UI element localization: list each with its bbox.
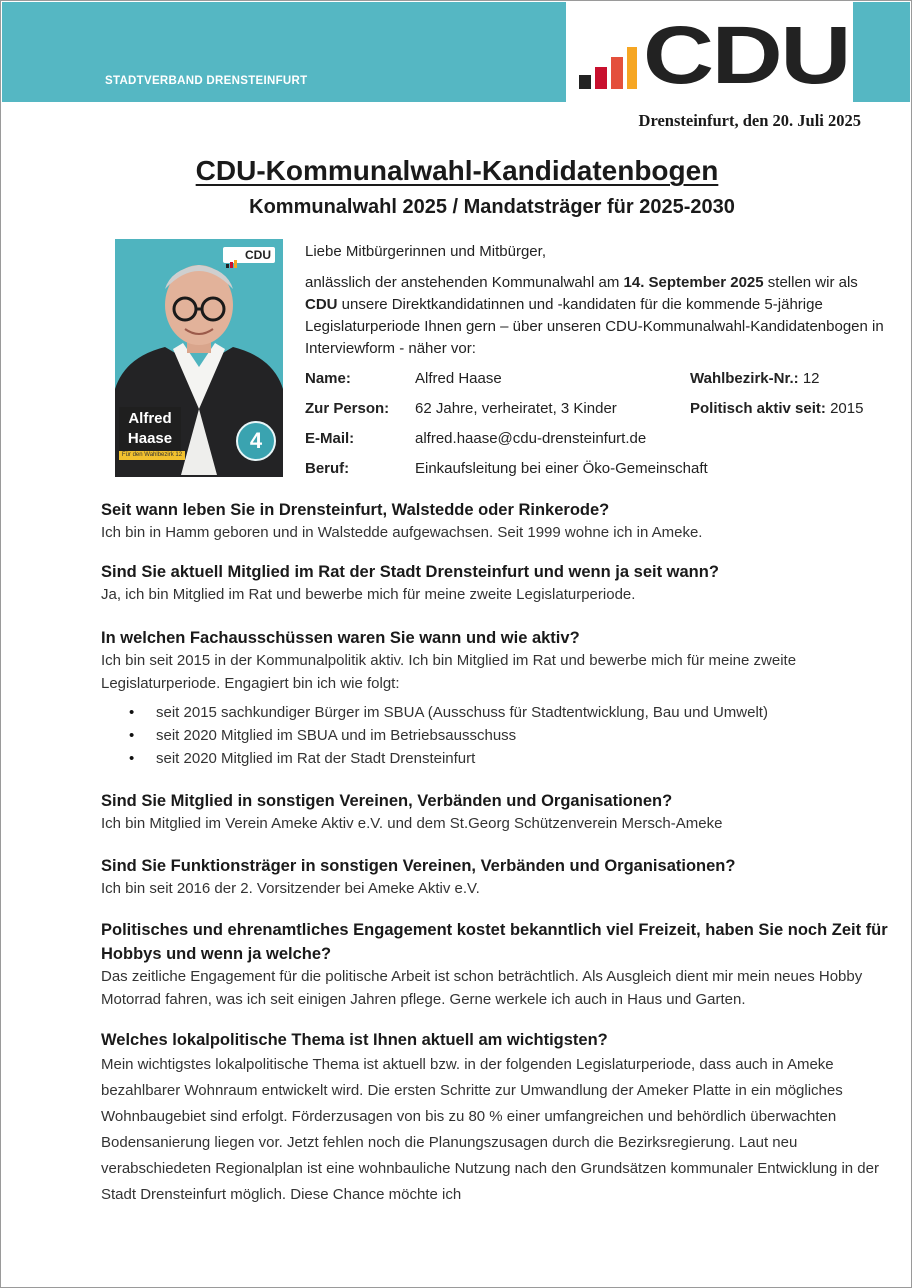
name-label: Name: — [305, 370, 351, 387]
question-heading: In welchen Fachausschüssen waren Sie wann und wie aktiv? — [101, 629, 580, 647]
person-label: Zur Person: — [305, 400, 390, 417]
photo-logo-text: CDU — [245, 248, 271, 262]
date-line: Drensteinfurt, den 20. Juli 2025 — [638, 111, 861, 130]
email-value[interactable]: alfred.haase@cdu-drensteinfurt.de — [415, 430, 647, 447]
qa-block — [101, 560, 891, 607]
photo-name-label — [119, 407, 181, 451]
interview-section — [101, 498, 891, 1223]
district-field — [690, 367, 820, 391]
mini-logo-bars-icon — [226, 252, 238, 268]
list-item: • seit 2020 Mitglied im SBUA und im Betriebsausschuss — [129, 724, 891, 747]
facts-row-email — [305, 427, 895, 457]
active-label: Politisch aktiv seit: — [690, 400, 826, 417]
district-label: Wahlbezirk-Nr.: — [690, 370, 799, 387]
qa-block — [101, 1028, 891, 1208]
answer-text: Mein wichtigstes lokalpolitische Thema ist aktuell bzw. in der folgenden Legislaturperiode, dass auch in Ameke bezahlbarer Wohnraum entwickelt wird. Die ersten Schritte zur Umwandlung der Ameker Platte in ein mögliches Wohnbaugebiet sind erfolgt. Förderzusagen von bis zu 80 % einer umfangreichen und behördlich überwachten Bodensanierung liegen vor. Jetzt fehlen noch die Planungszusagen durch die Bezirksregierung. Laut neu verabschiedeten Regionalplan ist eine wohnbauliche Nutzung nach den Grundsätzen kommunaler Entwicklung in der Stadt Drensteinfurt möglich. Diese Chance möchte ich — [101, 1056, 879, 1203]
page-title: CDU-Kommunalwahl-Kandidatenbogen — [195, 155, 719, 186]
answer-text: Ja, ich bin Mitglied im Rat und bewerbe mich für meine zweite Legislaturperiode. — [101, 585, 636, 603]
page-subtitle: Kommunalwahl 2025 / Mandatsträger für 2025-2030 — [249, 196, 735, 218]
answer-text: Ich bin in Hamm geboren und in Walstedde aufgewachsen. Seit 1999 wohne ich in Ameke. — [101, 524, 703, 541]
intro-paragraph — [305, 272, 885, 360]
facts-row-name — [305, 367, 895, 397]
person-value: 62 Jahre, verheiratet, 3 Kinder — [415, 400, 617, 417]
intro-text-2: stellen wir als — [763, 274, 858, 291]
question-heading: Sind Sie aktuell Mitglied im Rat der Stadt Drensteinfurt und wenn ja seit wann? — [101, 562, 719, 581]
photo-caption: Für den Wahlbezirk 12 — [119, 451, 185, 460]
qa-block — [101, 854, 891, 901]
organization-name: STADTVERBAND DRENSTEINFURT — [105, 75, 308, 87]
list-item: • seit 2020 Mitglied im Rat der Stadt Drensteinfurt — [129, 747, 891, 770]
active-value: 2015 — [830, 400, 864, 417]
facts-row-person — [305, 397, 895, 427]
intro-text-3: unsere Direktkandidatinnen und -kandidaten für die kommende 5-jährige Legislaturperiode Ihnen gern – über unseren CDU-Kommunalwahl-Kandidatenbogen in Interviewform - näher vor: — [305, 296, 884, 357]
answer-text: Ich bin seit 2015 in der Kommunalpolitik aktiv. Ich bin Mitglied im Rat und bewerbe mich für meine zweite Legislaturperiode. Engagiert bin ich wie folgt: — [101, 652, 797, 692]
qa-block — [101, 918, 891, 1011]
answer-text: Ich bin seit 2016 der 2. Vorsitzender bei Ameke Aktiv e.V. — [101, 879, 480, 897]
logo-bars-icon — [579, 45, 639, 89]
active-field — [690, 397, 863, 421]
party-name: CDU — [305, 296, 338, 313]
qa-block — [101, 626, 891, 770]
election-date: 14. September 2025 — [623, 274, 764, 291]
email-label: E-Mail: — [305, 430, 355, 447]
answer-text: Ich bin Mitglied im Verein Ameke Aktiv e.V. und dem St.Georg Schützenverein Mersch-Ameke — [101, 815, 723, 832]
candidate-photo — [115, 239, 283, 477]
photo-name-first: Alfred — [128, 410, 172, 427]
district-value: 12 — [802, 370, 820, 387]
intro-greeting: Liebe Mitbürgerinnen und Mitbürger, — [305, 243, 546, 260]
question-heading: Welches lokalpolitische Thema ist Ihnen aktuell am wichtigsten? — [101, 1031, 608, 1049]
facts-row-job — [305, 457, 895, 487]
candidate-facts — [305, 367, 895, 487]
photo-logo — [223, 247, 275, 263]
job-value: Einkaufsleitung bei einer Öko-Gemeinschaft — [415, 460, 708, 477]
answer-text: Das zeitliche Engagement für die politische Arbeit ist schon beträchtlich. Als Ausgleich dient mir mein neues Hobby Motorrad fahren, was ich seit einigen Jahren pflege. Gerne werkele ich auch in Haus und Garten. — [101, 968, 863, 1008]
list-item: • seit 2015 sachkundiger Bürger im SBUA (Ausschuss für Stadtentwicklung, Bau und Umwelt) — [129, 701, 891, 724]
qa-block — [101, 789, 891, 836]
committee-list — [129, 701, 891, 770]
question-heading: Politisches und ehrenamtliches Engagement kostet bekanntlich viel Freizeit, haben Sie noch Zeit für Hobbys und wenn ja welche? — [101, 921, 888, 963]
qa-block — [101, 498, 891, 545]
photo-badge: 4 — [236, 421, 276, 461]
intro-text — [305, 241, 885, 369]
question-heading: Sind Sie Funktionsträger in sonstigen Vereinen, Verbänden und Organisationen? — [101, 856, 736, 875]
intro-text-1: anlässlich der anstehenden Kommunalwahl am — [305, 274, 624, 291]
job-label: Beruf: — [305, 460, 350, 477]
logo-wordmark: CDU — [643, 10, 849, 101]
name-value: Alfred Haase — [415, 370, 502, 387]
question-heading: Sind Sie Mitglied in sonstigen Vereinen, Verbänden und Organisationen? — [101, 792, 673, 810]
question-heading: Seit wann leben Sie in Drensteinfurt, Walstedde oder Rinkerode? — [101, 501, 610, 519]
photo-name-last: Haase — [127, 430, 173, 447]
